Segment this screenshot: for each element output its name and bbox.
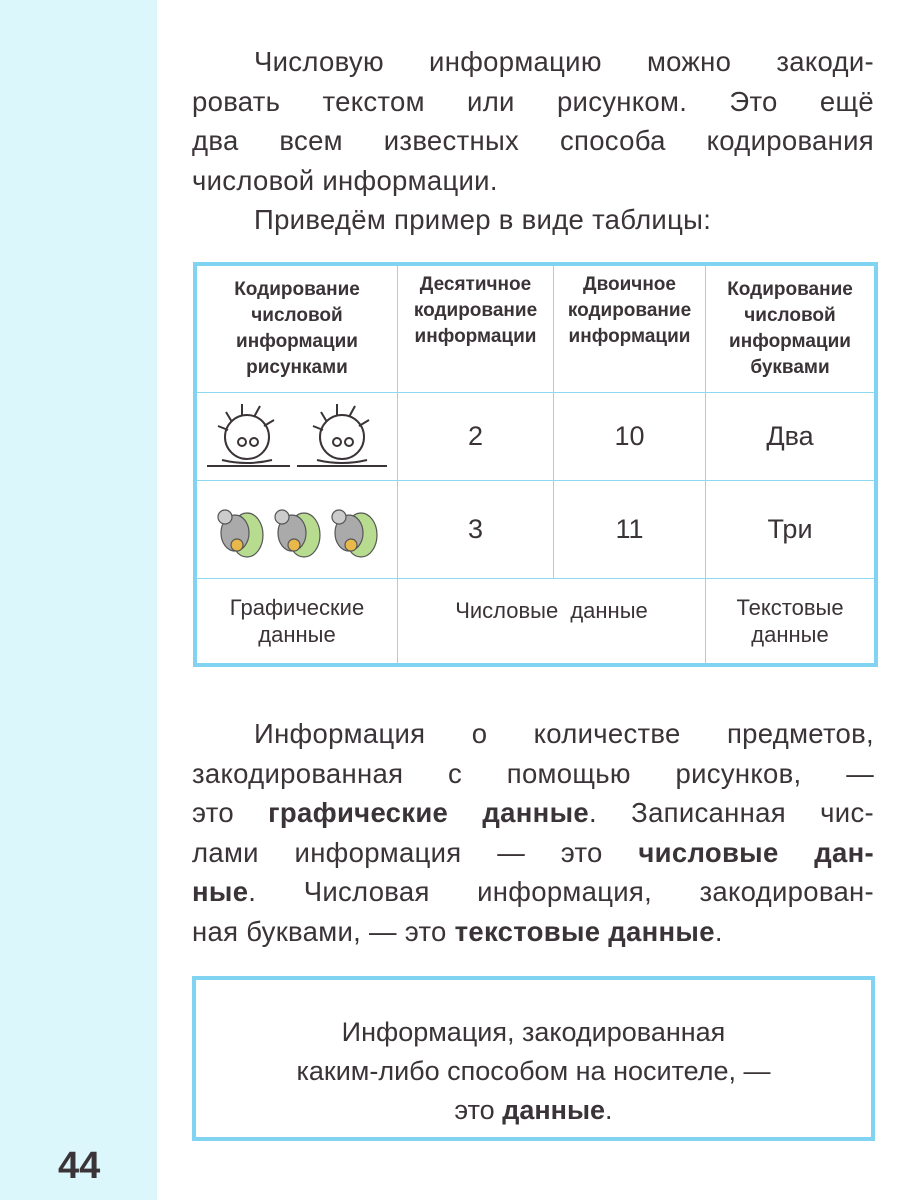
explanation-paragraph bbox=[192, 714, 874, 951]
text-line bbox=[192, 912, 874, 952]
text: . bbox=[714, 915, 723, 947]
header-cell: Двоичное кодирование информации bbox=[554, 266, 706, 393]
page-margin-strip bbox=[0, 0, 157, 1200]
boy-drawing-icon bbox=[202, 402, 392, 472]
footer-text-data: Текстовые данные bbox=[736, 595, 844, 647]
text: . bbox=[605, 1095, 613, 1125]
picture-cell-mice bbox=[197, 481, 398, 579]
text: ная буквами, — это bbox=[192, 915, 455, 947]
text-line: ровать текстом или рисунком. Это ещё bbox=[192, 85, 874, 117]
text-line: числовой информации. bbox=[192, 164, 498, 196]
decimal-value: 3 bbox=[398, 481, 554, 579]
coding-table bbox=[193, 262, 878, 667]
footer-numeric-data: Числовые данные bbox=[398, 579, 706, 663]
header-cell: Десятичное кодирование информации bbox=[398, 266, 554, 393]
text-line bbox=[192, 793, 874, 833]
picture-cell-boys bbox=[197, 393, 398, 481]
binary-value: 11 bbox=[554, 481, 706, 579]
mouse-drawing-icon bbox=[207, 495, 387, 565]
example-line: Приведём пример в виде таблицы: bbox=[254, 204, 712, 235]
definition-box bbox=[192, 976, 875, 1141]
header-cell: Кодирование числовой информации рисунками bbox=[197, 266, 398, 393]
definition-line: Информация, закодированная bbox=[341, 1017, 726, 1047]
intro-paragraph bbox=[192, 42, 874, 240]
text-line: Информация о количестве предметов, bbox=[254, 718, 874, 749]
text: лами информация — это bbox=[192, 836, 639, 868]
word-value: Два bbox=[706, 393, 874, 481]
term-numeric-data: числовые дан- bbox=[638, 836, 874, 868]
definition-line: каким-либо способом на носителе, — bbox=[296, 1056, 771, 1086]
text-line: два всем известных способа кодирования bbox=[192, 125, 874, 156]
decimal-value: 2 bbox=[398, 393, 554, 481]
text: . Записанная чис- bbox=[588, 797, 874, 828]
term-text-data: текстовые данные bbox=[454, 915, 715, 947]
term-graphic-data: графические данные bbox=[268, 797, 589, 828]
binary-value: 10 bbox=[554, 393, 706, 481]
text: это bbox=[454, 1095, 503, 1125]
header-cell: Кодирование числовой информации буквами bbox=[706, 266, 874, 393]
text-line bbox=[192, 833, 874, 873]
term-numeric-data-end: ные bbox=[192, 876, 249, 907]
text: это bbox=[192, 797, 269, 828]
text-line: закодированная с помощью рисунков, — bbox=[192, 757, 874, 789]
footer-graphic-data: Графические данные bbox=[197, 579, 398, 663]
word-value: Три bbox=[706, 481, 874, 579]
text-line: Числовую информацию можно закоди- bbox=[254, 46, 874, 77]
text-line bbox=[192, 872, 874, 912]
definition-line bbox=[196, 1091, 871, 1130]
page-number: 44 bbox=[58, 1145, 101, 1187]
term-data: данные bbox=[502, 1095, 606, 1125]
text: . Числовая информация, закодирован- bbox=[248, 876, 874, 907]
